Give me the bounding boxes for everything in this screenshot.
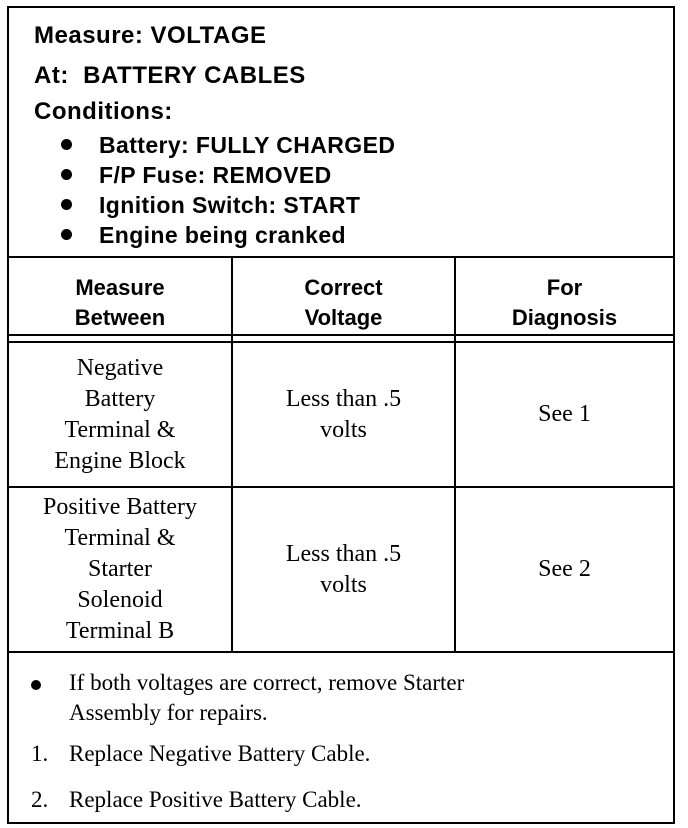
note-bullet-line-2: Assembly for repairs. — [69, 700, 268, 725]
header-measure-between: Measure Between — [74, 275, 166, 330]
at-line — [34, 62, 306, 90]
header-for-diagnosis: For Diagnosis — [511, 275, 618, 330]
diagnostic-chart — [7, 6, 675, 824]
header-correct-voltage: Correct Voltage — [304, 275, 383, 330]
conditions-label: Conditions: — [34, 98, 173, 125]
condition-item: Battery: FULLY CHARGED — [59, 130, 395, 160]
divider — [9, 651, 673, 653]
table-row-1-between: Negative Battery Terminal & Engine Block — [54, 354, 186, 474]
condition-item: Ignition Switch: START — [59, 190, 395, 220]
bullet-icon — [31, 680, 41, 690]
measure-value: VOLTAGE — [150, 22, 267, 49]
table-row-2-voltage: Less than .5 volts — [285, 540, 402, 598]
note-step-text: Replace Negative Battery Cable. — [69, 741, 371, 766]
table-row-2-between: Positive Battery Terminal & Starter Solenoid Terminal B — [43, 494, 197, 644]
bullet-icon — [61, 199, 72, 210]
bullet-icon — [61, 169, 72, 180]
at-value: BATTERY CABLES — [83, 62, 306, 89]
table-row-1-diagnosis: See 1 — [538, 401, 591, 427]
condition-item: F/P Fuse: REMOVED — [59, 160, 395, 190]
test-header — [9, 8, 673, 258]
measure-line — [34, 22, 267, 50]
conditions-list — [59, 130, 395, 250]
note-bullet-line-1: If both voltages are correct, remove Starter — [69, 670, 465, 695]
note-step-number: 1. — [31, 741, 49, 766]
condition-item: Engine being cranked — [59, 220, 395, 250]
bullet-icon — [61, 139, 72, 150]
at-label: At: — [34, 62, 69, 89]
table-row-2-diagnosis: See 2 — [538, 556, 591, 582]
measure-label: Measure: — [34, 22, 144, 49]
note-step-number: 2. — [31, 787, 49, 812]
bullet-icon — [61, 229, 72, 240]
note-step-text: Replace Positive Battery Cable. — [69, 787, 362, 812]
table-row-1-voltage: Less than .5 volts — [285, 385, 402, 443]
divider — [9, 256, 673, 258]
